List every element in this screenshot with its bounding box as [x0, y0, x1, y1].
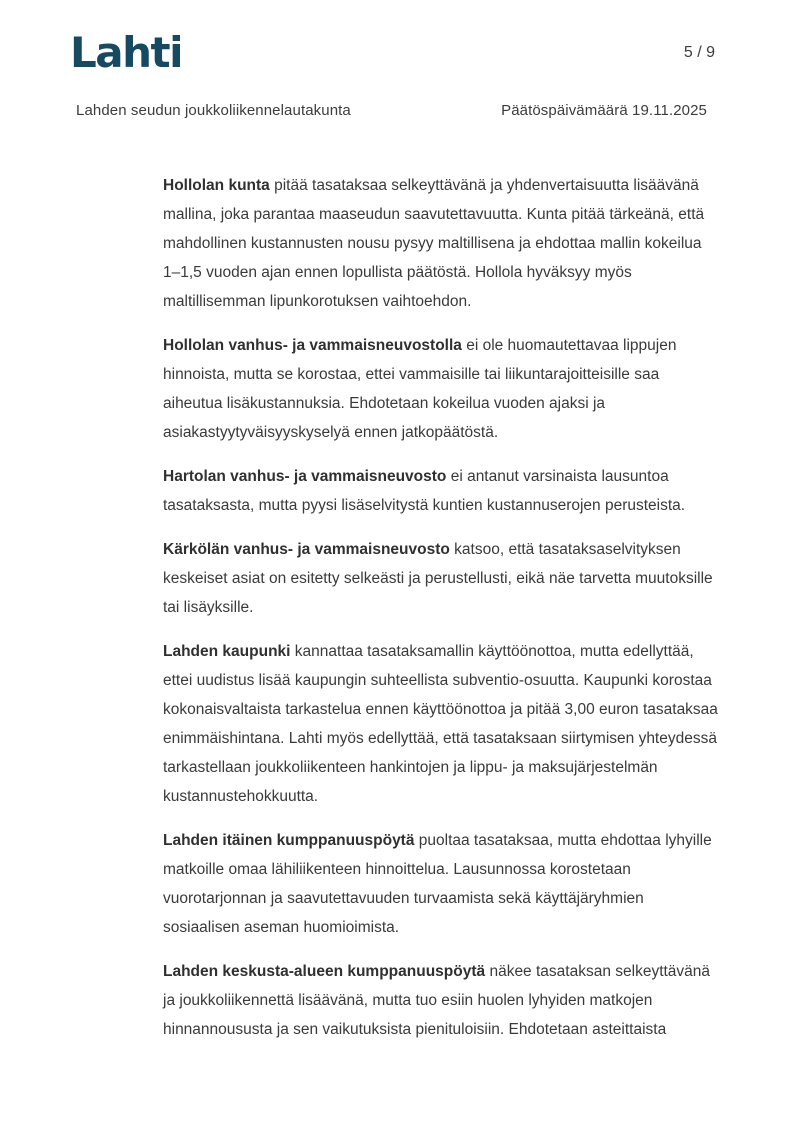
paragraph-hollolan-vanhusneuvosto: [163, 331, 719, 447]
paragraph-text: kannattaa tasataksamallin käyttöönottoa, mutta edellyttää, ettei uudistus lisää kaupungin suhteellista subventio-osuutta. Kaupunki korostaa kokonaisvaltaista tarkastelua ennen käyttöönottoa ja pitää 3,00 euron tasataksaa enimmäishintana. Lahti myös edellyttää, että tasataksaan siirtymisen yhteydessä tarkastellaan joukkoliikenteen hankintojen ja lippu- ja maksujärjestelmän kustannustehokkuutta.: [163, 643, 718, 805]
paragraph-text: näkee tasataksan selkeyttävänä ja joukkoliikennettä lisäävänä, mutta tuo esiin huolen lyhyiden matkojen hinnannoususta ja sen vaikutuksista pienituloisiin. Ehdotetaan asteittaista: [163, 963, 711, 1038]
paragraph-hartolan-vanhusneuvosto: [163, 462, 719, 520]
document-body: [163, 171, 719, 1059]
paragraph-lahden-kaupunki: [163, 637, 719, 811]
paragraph-lead: Hartolan vanhus- ja vammaisneuvosto: [163, 468, 447, 485]
paragraph-itainen-kumppanuuspoyta: [163, 826, 719, 942]
paragraph-text: ei ole huomautettavaa lippujen hinnoista, mutta se korostaa, ettei vammaisille tai liikuntarajoitteisille saa aiheutua lisäkustannuksia. Ehdotetaan kokeilua vuoden ajaksi ja asiakastyytyväisyyskyselyä ennen jatkopäätöstä.: [163, 337, 677, 441]
paragraph-lead: Kärkölän vanhus- ja vammaisneuvosto: [163, 541, 450, 558]
paragraph-lead: Lahden kaupunki: [163, 643, 291, 660]
header-decision-date: Päätöspäivämäärä 19.11.2025: [501, 102, 707, 119]
document-header: [76, 102, 707, 119]
paragraph-lead: Lahden keskusta-alueen kumppanuuspöytä: [163, 963, 486, 980]
paragraph-lead: Hollolan vanhus- ja vammaisneuvostolla: [163, 337, 462, 354]
header-committee-name: Lahden seudun joukkoliikennelautakunta: [76, 102, 351, 119]
paragraph-text: puoltaa tasataksaa, mutta ehdottaa lyhyille matkoille omaa lähiliikenteen hinnoittelua. Lausunnossa korostetaan vuorotarjonnan ja saavutettavuuden turvaamista sekä käyttäjäryhmien sosiaalisen aseman huomioimista.: [163, 832, 712, 936]
paragraph-keskusta-kumppanuuspoyta: [163, 957, 719, 1044]
paragraph-text: katsoo, että tasataksaselvityksen keskeiset asiat on esitetty selkeästi ja perustellusti, eikä näe tarvetta muutoksille tai lisäyksille.: [163, 541, 713, 616]
paragraph-hollolan-kunta: [163, 171, 719, 316]
paragraph-text: pitää tasataksaa selkeyttävänä ja yhdenvertaisuutta lisäävänä mallina, joka parantaa maaseudun saavutettavuutta. Kunta pitää tärkeänä, että mahdollinen kustannusten nousu pysyy maltillisena ja ehdottaa mallin kokeilua 1–1,5 vuoden ajan ennen lopullista päätöstä. Hollola hyväksyy myös maltillisemman lipunkorotuksen vaihtoehdon.: [163, 177, 705, 310]
paragraph-karkolan-vanhusneuvosto: [163, 535, 719, 622]
lahti-logo: Lahti: [70, 28, 182, 77]
page-number: 5 / 9: [683, 44, 715, 61]
paragraph-lead: Lahden itäinen kumppanuuspöytä: [163, 832, 415, 849]
paragraph-lead: Hollolan kunta: [163, 177, 270, 194]
paragraph-text: ei antanut varsinaista lausuntoa tasataksasta, mutta pyysi lisäselvitystä kuntien kustannuserojen perusteista.: [163, 468, 686, 514]
